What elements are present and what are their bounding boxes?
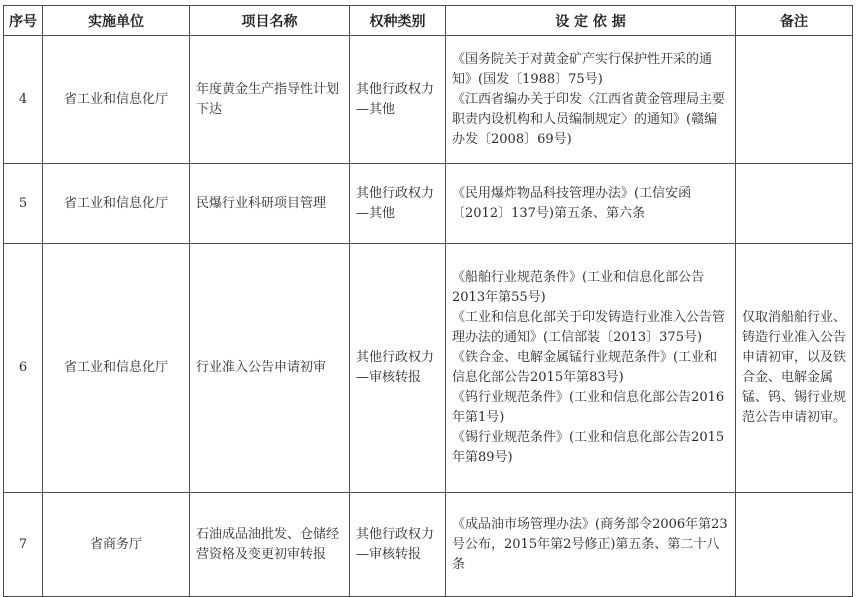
table-row bbox=[4, 164, 853, 244]
cell-project-name: 石油成品油批发、仓储经营资格及变更初审转报 bbox=[190, 493, 350, 597]
table-row bbox=[4, 36, 853, 164]
header-index: 序号 bbox=[4, 6, 43, 36]
cell-project-name: 年度黄金生产指导性计划下达 bbox=[190, 36, 350, 164]
basis-item: 《工业和信息化部关于印发铸造行业准入公告管理办法的通知》(工信部装〔2013〕375号) bbox=[452, 310, 726, 345]
cell-category: 其他行政权力—审核转报 bbox=[350, 244, 446, 493]
cell-index: 5 bbox=[4, 164, 43, 244]
header-name: 项目名称 bbox=[190, 6, 350, 36]
header-remarks: 备注 bbox=[736, 6, 853, 36]
cell-basis bbox=[446, 36, 736, 164]
cell-project-name: 民爆行业科研项目管理 bbox=[190, 164, 350, 244]
cell-index: 4 bbox=[4, 36, 43, 164]
cell-remarks bbox=[736, 164, 853, 244]
header-row bbox=[4, 6, 853, 36]
cell-unit: 省商务厅 bbox=[43, 493, 190, 597]
basis-item: 《锡行业规范条件》(工业和信息化部公告2015年第89号) bbox=[452, 430, 725, 465]
cell-remarks: 仅取消船舶行业、铸造行业准入公告申请初审，以及铁合金、电解金属锰、钨、锡行业规范公告申请初审。 bbox=[736, 244, 853, 493]
header-category: 权种类别 bbox=[350, 6, 446, 36]
cell-category: 其他行政权力—其他 bbox=[350, 164, 446, 244]
cell-category: 其他行政权力—审核转报 bbox=[350, 493, 446, 597]
basis-item: 《钨行业规范条件》(工业和信息化部公告2016年第1号) bbox=[452, 390, 725, 425]
cell-index: 7 bbox=[4, 493, 43, 597]
basis-item: 《江西省编办关于印发〈江西省黄金管理局主要职责内设机构和人员编制规定〉的通知》(赣编办发〔2008〕69号) bbox=[452, 91, 726, 147]
basis-item: 《船舶行业规范条件》(工业和信息化部公告2013年第55号) bbox=[452, 270, 705, 305]
basis-item: 《成品油市场管理办法》(商务部令2006年第23号公布，2015年第2号修正)第五条、第二十八条 bbox=[452, 516, 728, 572]
cell-basis bbox=[446, 244, 736, 493]
table-row bbox=[4, 244, 853, 493]
cell-remarks bbox=[736, 36, 853, 164]
cell-unit: 省工业和信息化厅 bbox=[43, 164, 190, 244]
administrative-power-table bbox=[3, 5, 853, 597]
header-unit: 实施单位 bbox=[43, 6, 190, 36]
basis-item: 《国务院关于对黄金矿产实行保护性开采的通知》(国发〔1988〕75号) bbox=[452, 51, 713, 87]
cell-unit: 省工业和信息化厅 bbox=[43, 244, 190, 493]
cell-index: 6 bbox=[4, 244, 43, 493]
basis-item: 《铁合金、电解金属锰行业规范条件》(工业和信息化部公告2015年第83号) bbox=[452, 350, 718, 385]
cell-remarks bbox=[736, 493, 853, 597]
cell-unit: 省工业和信息化厅 bbox=[43, 36, 190, 164]
header-basis: 设 定 依 据 bbox=[446, 6, 736, 36]
cell-project-name: 行业准入公告申请初审 bbox=[190, 244, 350, 493]
basis-item: 《民用爆炸物品科技管理办法》(工信安函〔2012〕137号)第五条、第六条 bbox=[452, 185, 692, 221]
cell-basis bbox=[446, 164, 736, 244]
cell-basis bbox=[446, 493, 736, 597]
table-row bbox=[4, 493, 853, 597]
cell-category: 其他行政权力—其他 bbox=[350, 36, 446, 164]
